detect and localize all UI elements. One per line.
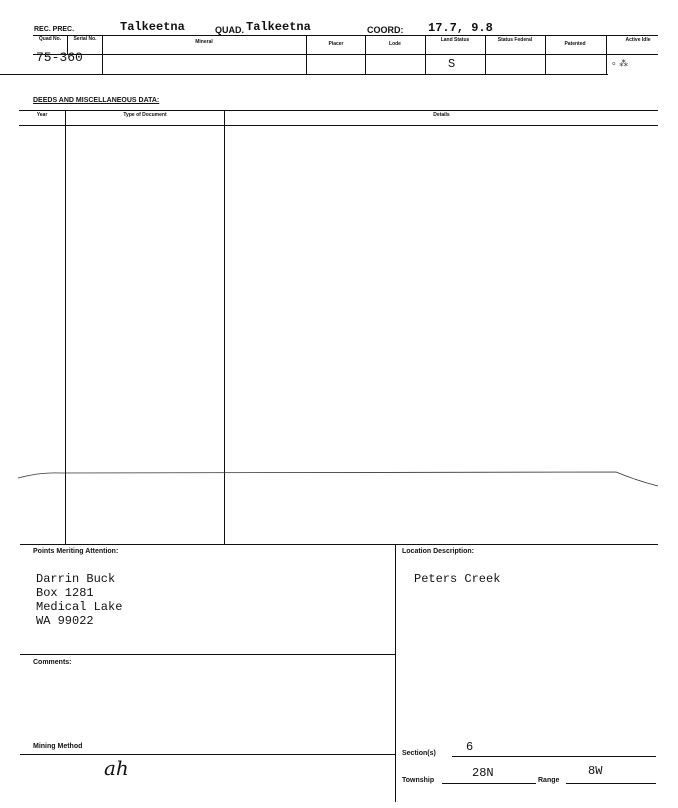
col-serial-no: Serial No. [73,36,97,42]
location-value: Peters Creek [414,572,501,586]
mining-method-label: Mining Method [33,743,83,750]
col-year: Year [36,112,48,118]
coord-value: 17.7, 9.8 [428,21,493,35]
fold-line [0,460,678,500]
section-value: 6 [466,740,474,754]
rec-prec-label: REC. PREC. [34,26,75,33]
points-label: Points Meriting Attention: [33,548,119,555]
land-status-value: S [448,57,456,71]
col-type-of-document: Type of Document [123,112,167,118]
quad-label: QUAD. [215,25,244,35]
points-value [36,572,122,628]
mining-method-value: ah [104,756,129,780]
quad-no-value: 75-360 [36,50,83,65]
points-line-2: Box 1281 [36,586,94,600]
col-placer: Placer [328,41,344,47]
col-active-idle: Active Idle [625,37,651,43]
section-label: Section(s) [402,750,436,757]
points-line-3: Medical Lake [36,600,123,614]
col-quad-no: Quad No. [38,36,62,42]
range-label: Range [538,777,560,784]
col-patented: Patented [564,41,586,47]
township-value: 28N [472,766,494,780]
rec-prec-value: Talkeetna [120,20,185,34]
col-details: Details [433,112,450,118]
coord-label: COORD: [367,25,404,35]
range-value: 8W [588,764,603,778]
location-label: Location Description: [402,548,474,555]
points-line-4: WA 99022 [36,614,94,628]
township-label: Township [402,777,435,784]
active-idle-mark: ∘ ⁂ [611,58,629,68]
points-line-1: Darrin Buck [36,572,116,586]
col-lode: Lode [389,41,401,47]
col-land-status: Land Status [440,37,470,43]
col-mineral: Mineral [195,39,213,45]
deeds-title: DEEDS AND MISCELLANEOUS DATA: [33,97,160,104]
comments-label: Comments: [33,659,72,666]
col-status-federal: Status Federal [497,37,533,43]
quad-value: Talkeetna [246,20,311,34]
